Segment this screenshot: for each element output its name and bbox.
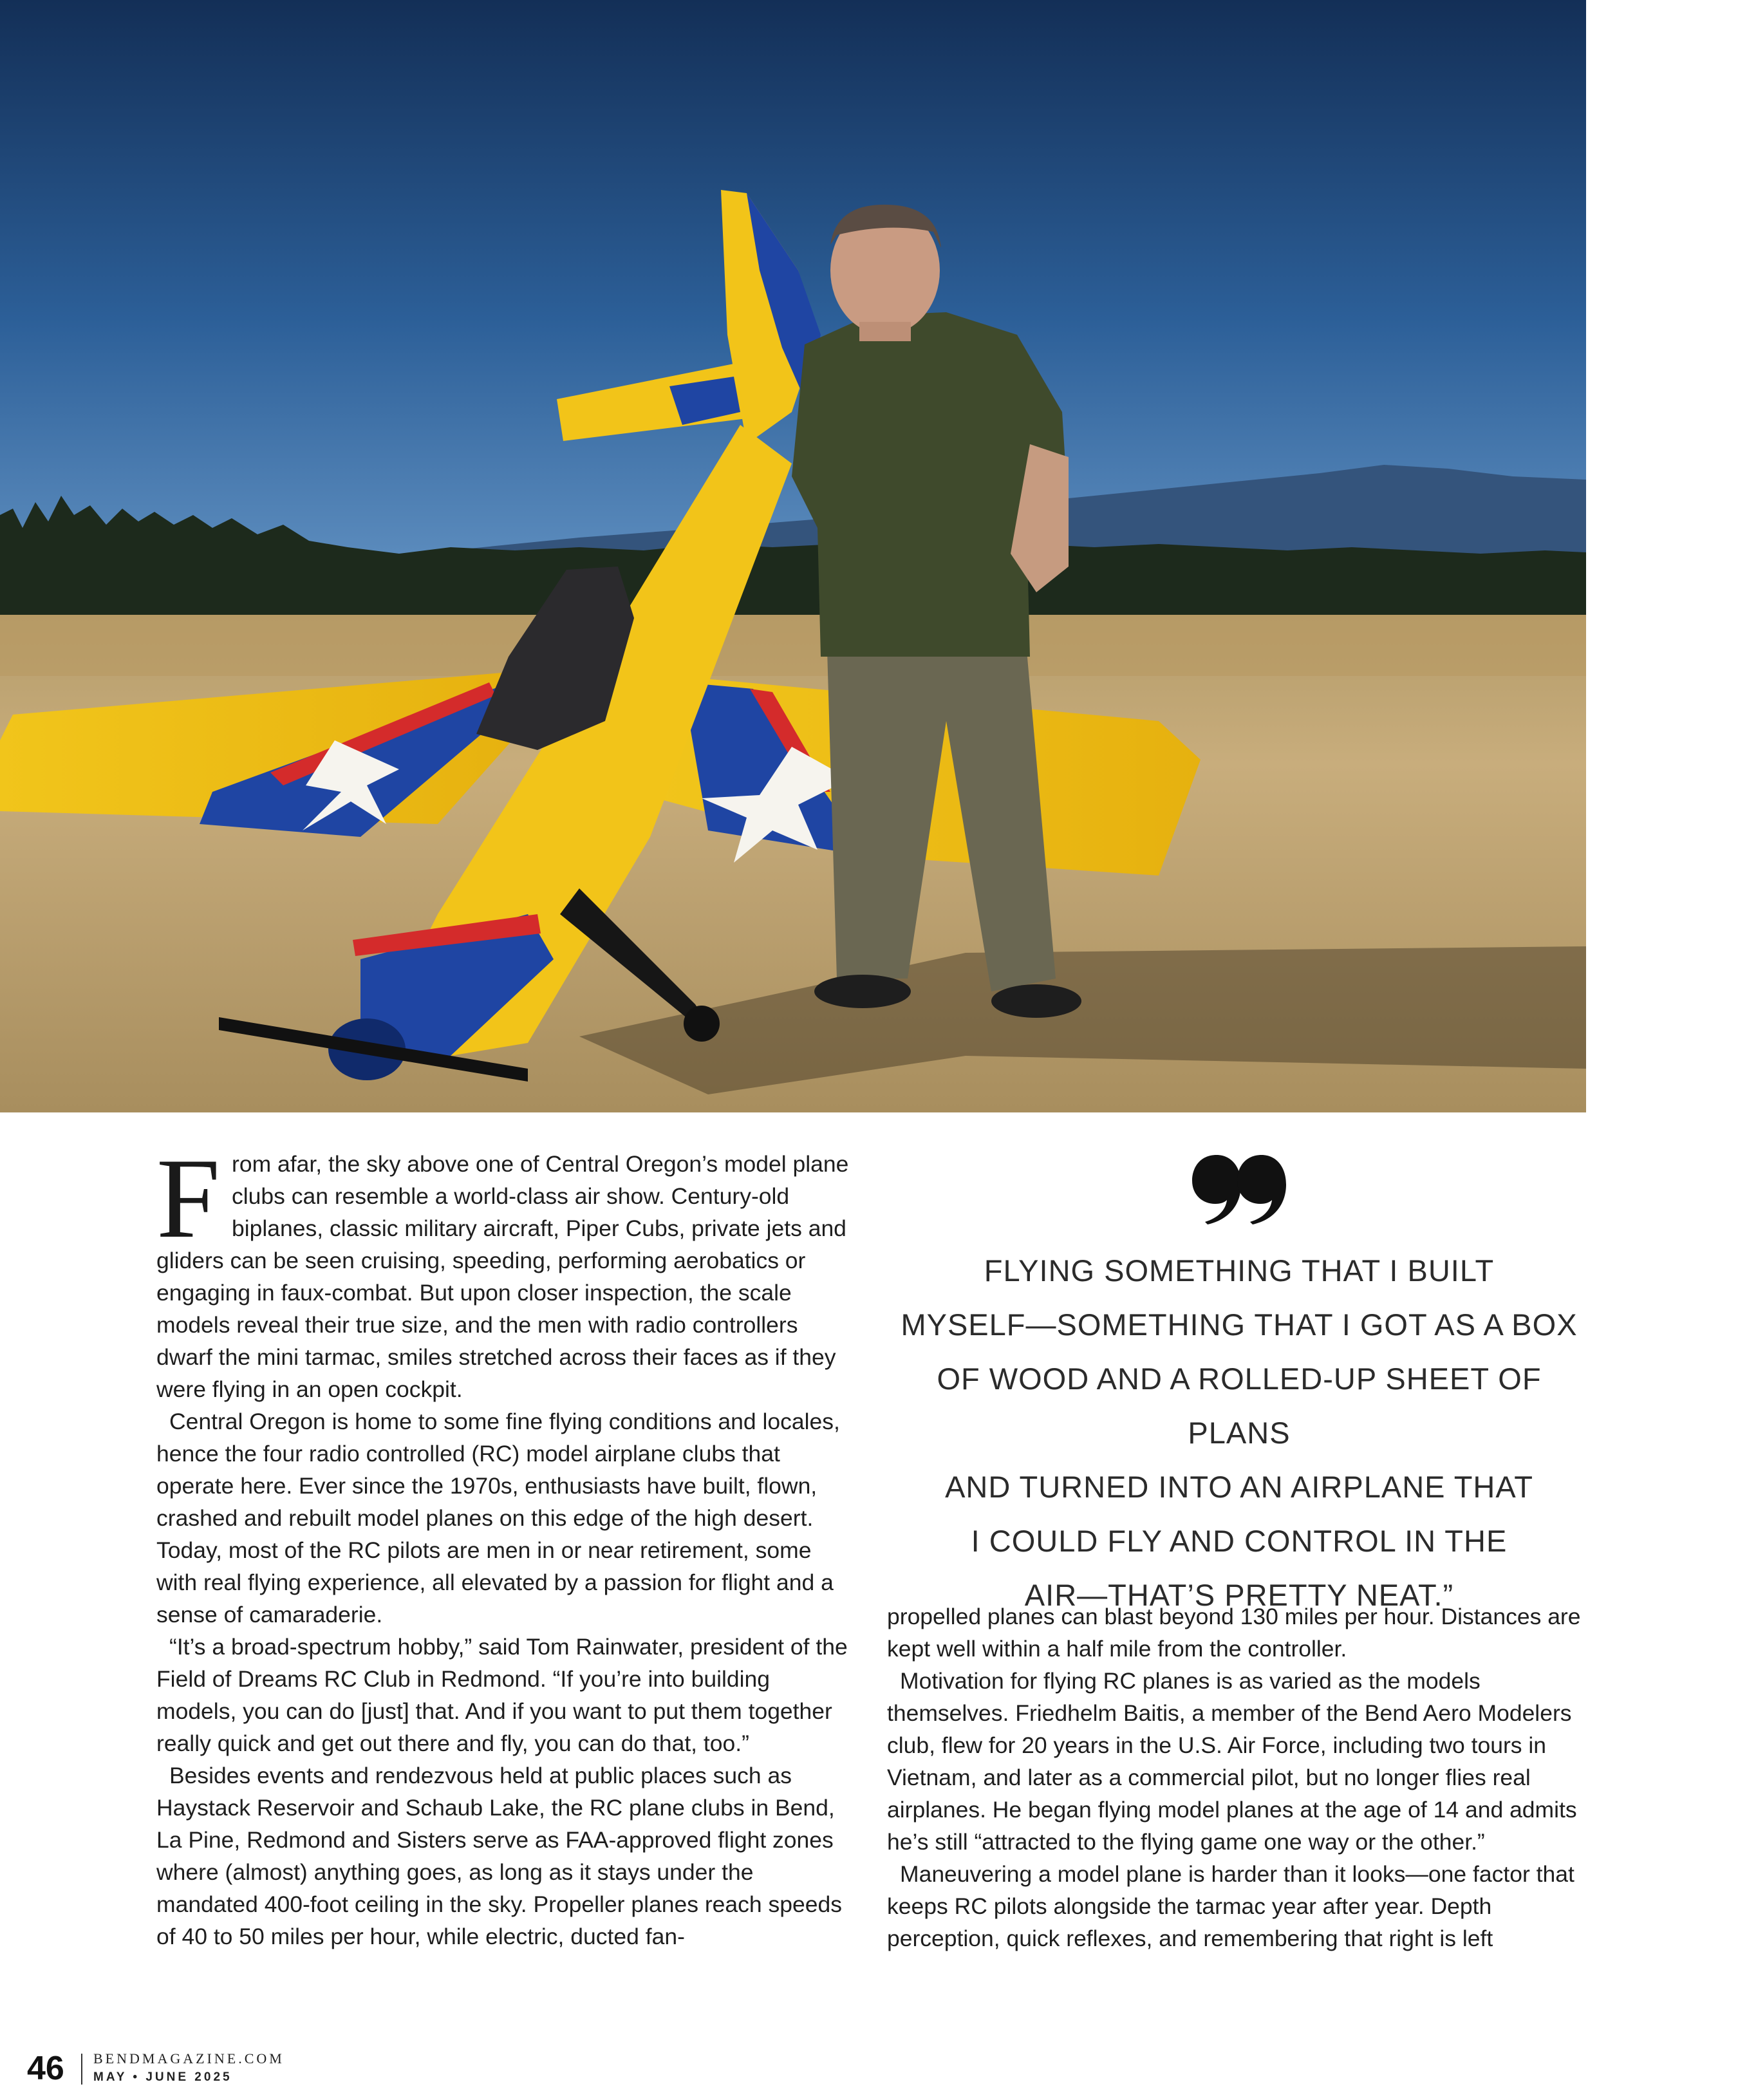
article-paragraph: “It’s a broad-spectrum hobby,” said Tom Rainwater, president of the Field of Dreams RC Club in Redmond. “If you’re into building models, you can do [just] that. And if you want to put them together really quick and get out there and fly, you can do that, too.”: [156, 1634, 848, 1756]
footer-divider: [81, 2054, 82, 2085]
issue-date: MAY • JUNE 2025: [93, 2070, 232, 2084]
pull-quote-line: OF WOOD AND A ROLLED-UP SHEET OF PLANS: [937, 1362, 1542, 1450]
article-paragraph: Besides events and rendezvous held at public places such as Haystack Reservoir and Schaub Lake, the RC plane clubs in Bend, La Pine, Redmond and Sisters serve as FAA-approved flight zones where (almost) anything goes, as long as it stays under the mandated 400-foot ceiling in the sky. Propeller planes reach speeds of 40 to 50 miles per hour, while electric, ducted fan-: [156, 1763, 842, 1949]
drop-cap: F: [156, 1134, 220, 1262]
pull-quote-text: [887, 1244, 1591, 1622]
pull-quote-line: MYSELF—SOMETHING THAT I GOT AS A BOX: [901, 1308, 1578, 1342]
article-column-left: [156, 1134, 855, 1953]
article-paragraph: From afar, the sky above one of Central Oregon’s model plane clubs can resemble a world-class air show. Century-old biplanes, classic military aircraft, Piper Cubs, private jets and gliders can be seen cruising, speeding, performing aerobatics or engaging in faux-combat. But upon closer inspection, the scale models reveal their true size, and the men with radio controllers dwarf the mini tarmac, smiles stretched across their faces as if they were flying in an open cockpit.: [156, 1134, 849, 1402]
article-paragraph: Central Oregon is home to some fine flying conditions and locales, hence the four radio controlled (RC) model airplane clubs that operate here. Ever since the 1970s, enthusiasts have built, flown, crashed and rebuilt model planes on this edge of the high desert. Today, most of the RC pilots are men in or near retirement, some with real flying experience, all elevated by a passion for flight and a sense of camaraderie.: [156, 1409, 840, 1627]
page-number: 46: [27, 2050, 64, 2087]
site-url[interactable]: BENDMAGAZINE.COM: [93, 2050, 285, 2067]
article-paragraph: propelled planes can blast beyond 130 miles per hour. Distances are kept well within a half mile from the controller.: [887, 1604, 1581, 1662]
pull-quote-line: AIR—THAT’S PRETTY NEAT.”: [1024, 1578, 1454, 1612]
pull-quote-line: FLYING SOMETHING THAT I BUILT: [984, 1253, 1495, 1288]
article-paragraph: Motivation for flying RC planes is as varied as the models themselves. Friedhelm Baitis, a member of the Bend Aero Modelers club, flew for 20 years in the U.S. Air Force, including two tours in Vietnam, and later as a commercial pilot, but no longer flies real airplanes. He began flying model planes at the age of 14 and admits he’s still “attracted to the flying game one way or the other.”: [887, 1668, 1577, 1855]
article-column-right: [887, 1600, 1591, 1955]
pull-quote-line: AND TURNED INTO AN AIRPLANE THAT: [945, 1470, 1533, 1504]
pull-quote: [887, 1152, 1591, 1622]
article-paragraph: Maneuvering a model plane is harder than it looks—one factor that keeps RC pilots alongside the tarmac year after year. Depth perception, quick reflexes, and remembering that right is left: [887, 1861, 1574, 1951]
pull-quote-line: I COULD FLY AND CONTROL IN THE: [971, 1524, 1508, 1558]
quotation-mark-icon: [1191, 1152, 1287, 1224]
rc-airplane-photo: [0, 0, 1586, 1112]
